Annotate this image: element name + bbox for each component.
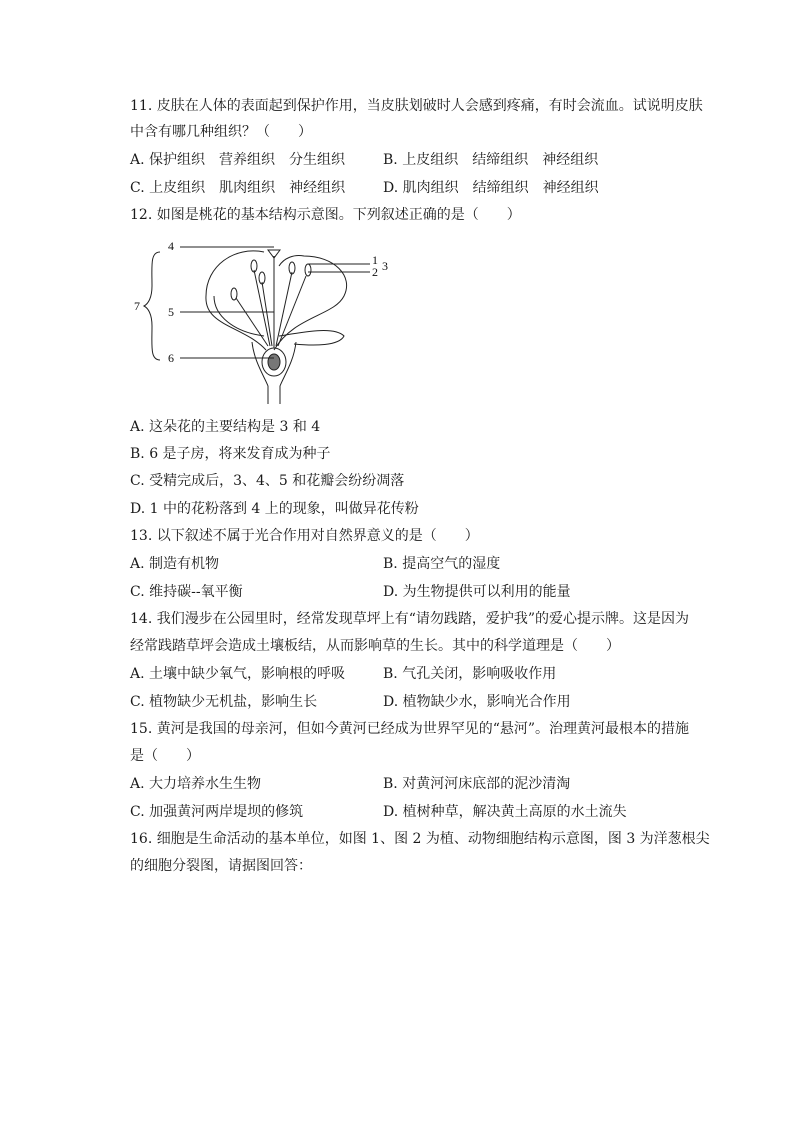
flower-ovule xyxy=(268,354,280,370)
q13-stem: 13. 以下叙述不属于光合作用对自然界意义的是（ ） xyxy=(130,528,479,544)
q12-stem: 12. 如图是桃花的基本结构示意图。下列叙述正确的是（ ） xyxy=(130,207,521,223)
q15-option-a: A. 大力培养水生生物 xyxy=(130,776,262,792)
flower-filament xyxy=(278,276,306,346)
q11-stem-line1: 11. 皮肤在人体的表面起到保护作用，当皮肤划破时人会感到疼痛，有时会流血。试说明皮肤 xyxy=(130,98,703,114)
q15-option-d: D. 植树种草，解决黄土高原的水土流失 xyxy=(383,804,627,820)
label-1: 1 xyxy=(372,253,378,267)
q11-option-b: B. 上皮组织 结缔组织 神经组织 xyxy=(383,152,599,168)
q12-option-a: A. 这朵花的主要结构是 3 和 4 xyxy=(130,419,321,435)
q13-option-c: C. 维持碳--氧平衡 xyxy=(130,584,243,600)
q11-option-d: D. 肌肉组织 结缔组织 神经组织 xyxy=(383,180,599,196)
q14-stem-line2: 经常践踏草坪会造成土壤板结，从而影响草的生长。其中的科学道理是（ ） xyxy=(130,638,620,654)
q14-option-c: C. 植物缺少无机盐，影响生长 xyxy=(130,694,318,710)
q11-stem-line2: 中含有哪几种组织？（ ） xyxy=(130,124,312,140)
label-5: 5 xyxy=(168,305,174,319)
q15-option-c: C. 加强黄河两岸堤坝的修筑 xyxy=(130,804,304,820)
q12-option-d: D. 1 中的花粉落到 4 上的现象，叫做异花传粉 xyxy=(130,501,419,517)
label-6: 6 xyxy=(168,351,174,365)
flower-anther xyxy=(305,264,311,276)
q11-option-a: A. 保护组织 营养组织 分生组织 xyxy=(130,152,346,168)
q15-stem-line2: 是（ ） xyxy=(130,748,200,764)
q14-option-d: D. 植物缺少水，影响光合作用 xyxy=(383,694,571,710)
q16-stem-line2: 的细胞分裂图，请据图回答： xyxy=(130,858,312,874)
q14-stem-line1: 14. 我们漫步在公园里时，经常发现草坪上有“请勿践踏，爱护我”的爱心提示牌。这是因为 xyxy=(130,611,690,627)
peach-flower-diagram xyxy=(134,236,394,406)
q13-option-a: A. 制造有机物 xyxy=(130,556,220,572)
label-3: 3 xyxy=(382,259,388,273)
label-2: 2 xyxy=(372,265,378,279)
q15-option-b: B. 对黄河河床底部的泥沙清淘 xyxy=(383,776,571,792)
brace-7 xyxy=(144,252,160,360)
q12-option-b: B. 6 是子房，将来发育成为种子 xyxy=(130,446,331,462)
q15-stem-line1: 15. 黄河是我国的母亲河，但如今黄河已经成为世界罕见的“悬河”。治理黄河最根本的措施 xyxy=(130,721,690,737)
q11-option-c: C. 上皮组织 肌肉组织 神经组织 xyxy=(130,180,346,196)
q13-option-d: D. 为生物提供可以利用的能量 xyxy=(383,584,571,600)
q13-option-b: B. 提高空气的湿度 xyxy=(383,556,501,572)
q12-option-c: C. 受精完成后，3、4、5 和花瓣会纷纷凋落 xyxy=(130,473,405,489)
q14-option-a: A. 土壤中缺少氧气，影响根的呼吸 xyxy=(130,666,346,682)
q16-stem-line1: 16. 细胞是生命活动的基本单位，如图 1、图 2 为植、动物细胞结构示意图，图 3 为洋葱根尖 xyxy=(130,831,710,847)
flower-anther xyxy=(231,288,237,300)
q14-option-b: B. 气孔关闭，影响吸收作用 xyxy=(383,666,557,682)
label-4: 4 xyxy=(168,239,174,253)
label-7: 7 xyxy=(134,299,140,313)
